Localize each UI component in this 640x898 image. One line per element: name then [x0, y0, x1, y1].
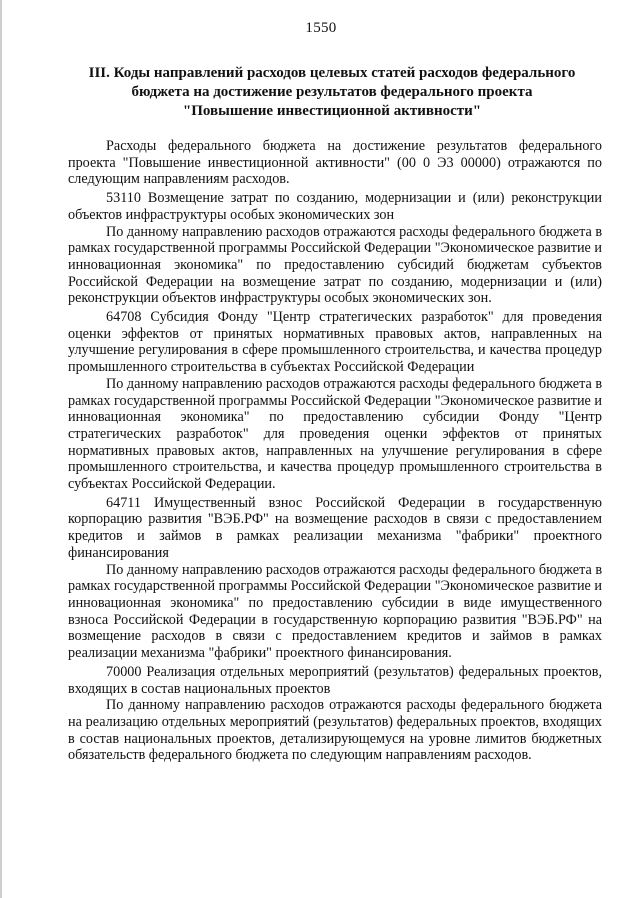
section-heading-line: "Повышение инвестиционной активности"	[182, 103, 482, 119]
section-heading-line: бюджета на достижение результатов федерального проекта	[131, 84, 533, 100]
section-heading-line: III. Коды направлений расходов целевых статей расходов федерального	[88, 65, 576, 81]
expense-code-paragraph: 53110 Возмещение затрат по созданию, модернизации и (или) реконструкции объектов инфраструктуры особых экономических зон	[68, 190, 602, 223]
expense-description-paragraph: По данному направлению расходов отражаются расходы федерального бюджета в рамках государственной программы Российской Федерации "Экономическое развитие и инновационная экономика" по предоставлению субсидий бюджетам субъектов Российской Федерации на возмещение затрат по созданию, модернизации и (или) реконструкции объектов инфраструктуры особых экономических зон.	[68, 223, 603, 307]
expense-description-paragraph: По данному направлению расходов отражаются расходы федерального бюджета на реализацию отдельных мероприятий (результатов) федеральных проектов, входящих в состав национальных проектов, детализирующемуся на уровне лимитов бюджетных обязательств федерального бюджета по следующим направлениям расходов.	[68, 697, 602, 764]
expense-code-paragraph: 64711 Имущественный взнос Российской Федерации в государственную корпорацию развития "ВЭБ.РФ" на возмещение расходов в связи с предоставлением кредитов и займов в рамках реализации механизма "фабрики" проектного финансирования	[68, 494, 602, 561]
intro-paragraph: Расходы федерального бюджета на достижение результатов федерального проекта "Повышение инвестиционной активности" (00 0 Э3 00000) отражаются по следующим направлениям расходов.	[68, 138, 602, 188]
expense-description-paragraph: По данному направлению расходов отражаются расходы федерального бюджета в рамках государственной программы Российской Федерации "Экономическое развитие и инновационная экономика" по предоставлению субсидии в виде имущественного взноса Российской Федерации в государственную корпорацию развития "ВЭБ.РФ" на возмещение расходов в связи с предоставлением кредитов и займов в рамках реализации механизма "фабрики" проектного финансирования.	[68, 561, 603, 662]
expense-code-paragraph: 64708 Субсидия Фонду "Центр стратегических разработок" для проведения оценки эффектов от принятых нормативных правовых актов, направленных на улучшение регулирования в сфере промышленного строительства, и качества процедур промышленного строительства в субъектах Российской Федерации	[68, 309, 602, 376]
expense-code-paragraph: 70000 Реализация отдельных мероприятий (результатов) федеральных проектов, входящих в состав национальных проектов	[68, 663, 602, 697]
page-number: 1550	[305, 20, 337, 36]
section-heading	[62, 64, 602, 121]
document-body	[68, 138, 602, 764]
expense-description-paragraph: По данному направлению расходов отражаются расходы федерального бюджета в рамках государственной программы Российской Федерации "Экономическое развитие и инновационная экономика" по предоставлению субсидии Фонду "Центр стратегических разработок" для проведения оценки эффектов от принятых нормативных правовых актов, направленных на улучшение регулирования в сфере промышленного строительства, и качества процедур промышленного строительства в субъектах Российской Федерации.	[68, 375, 603, 493]
